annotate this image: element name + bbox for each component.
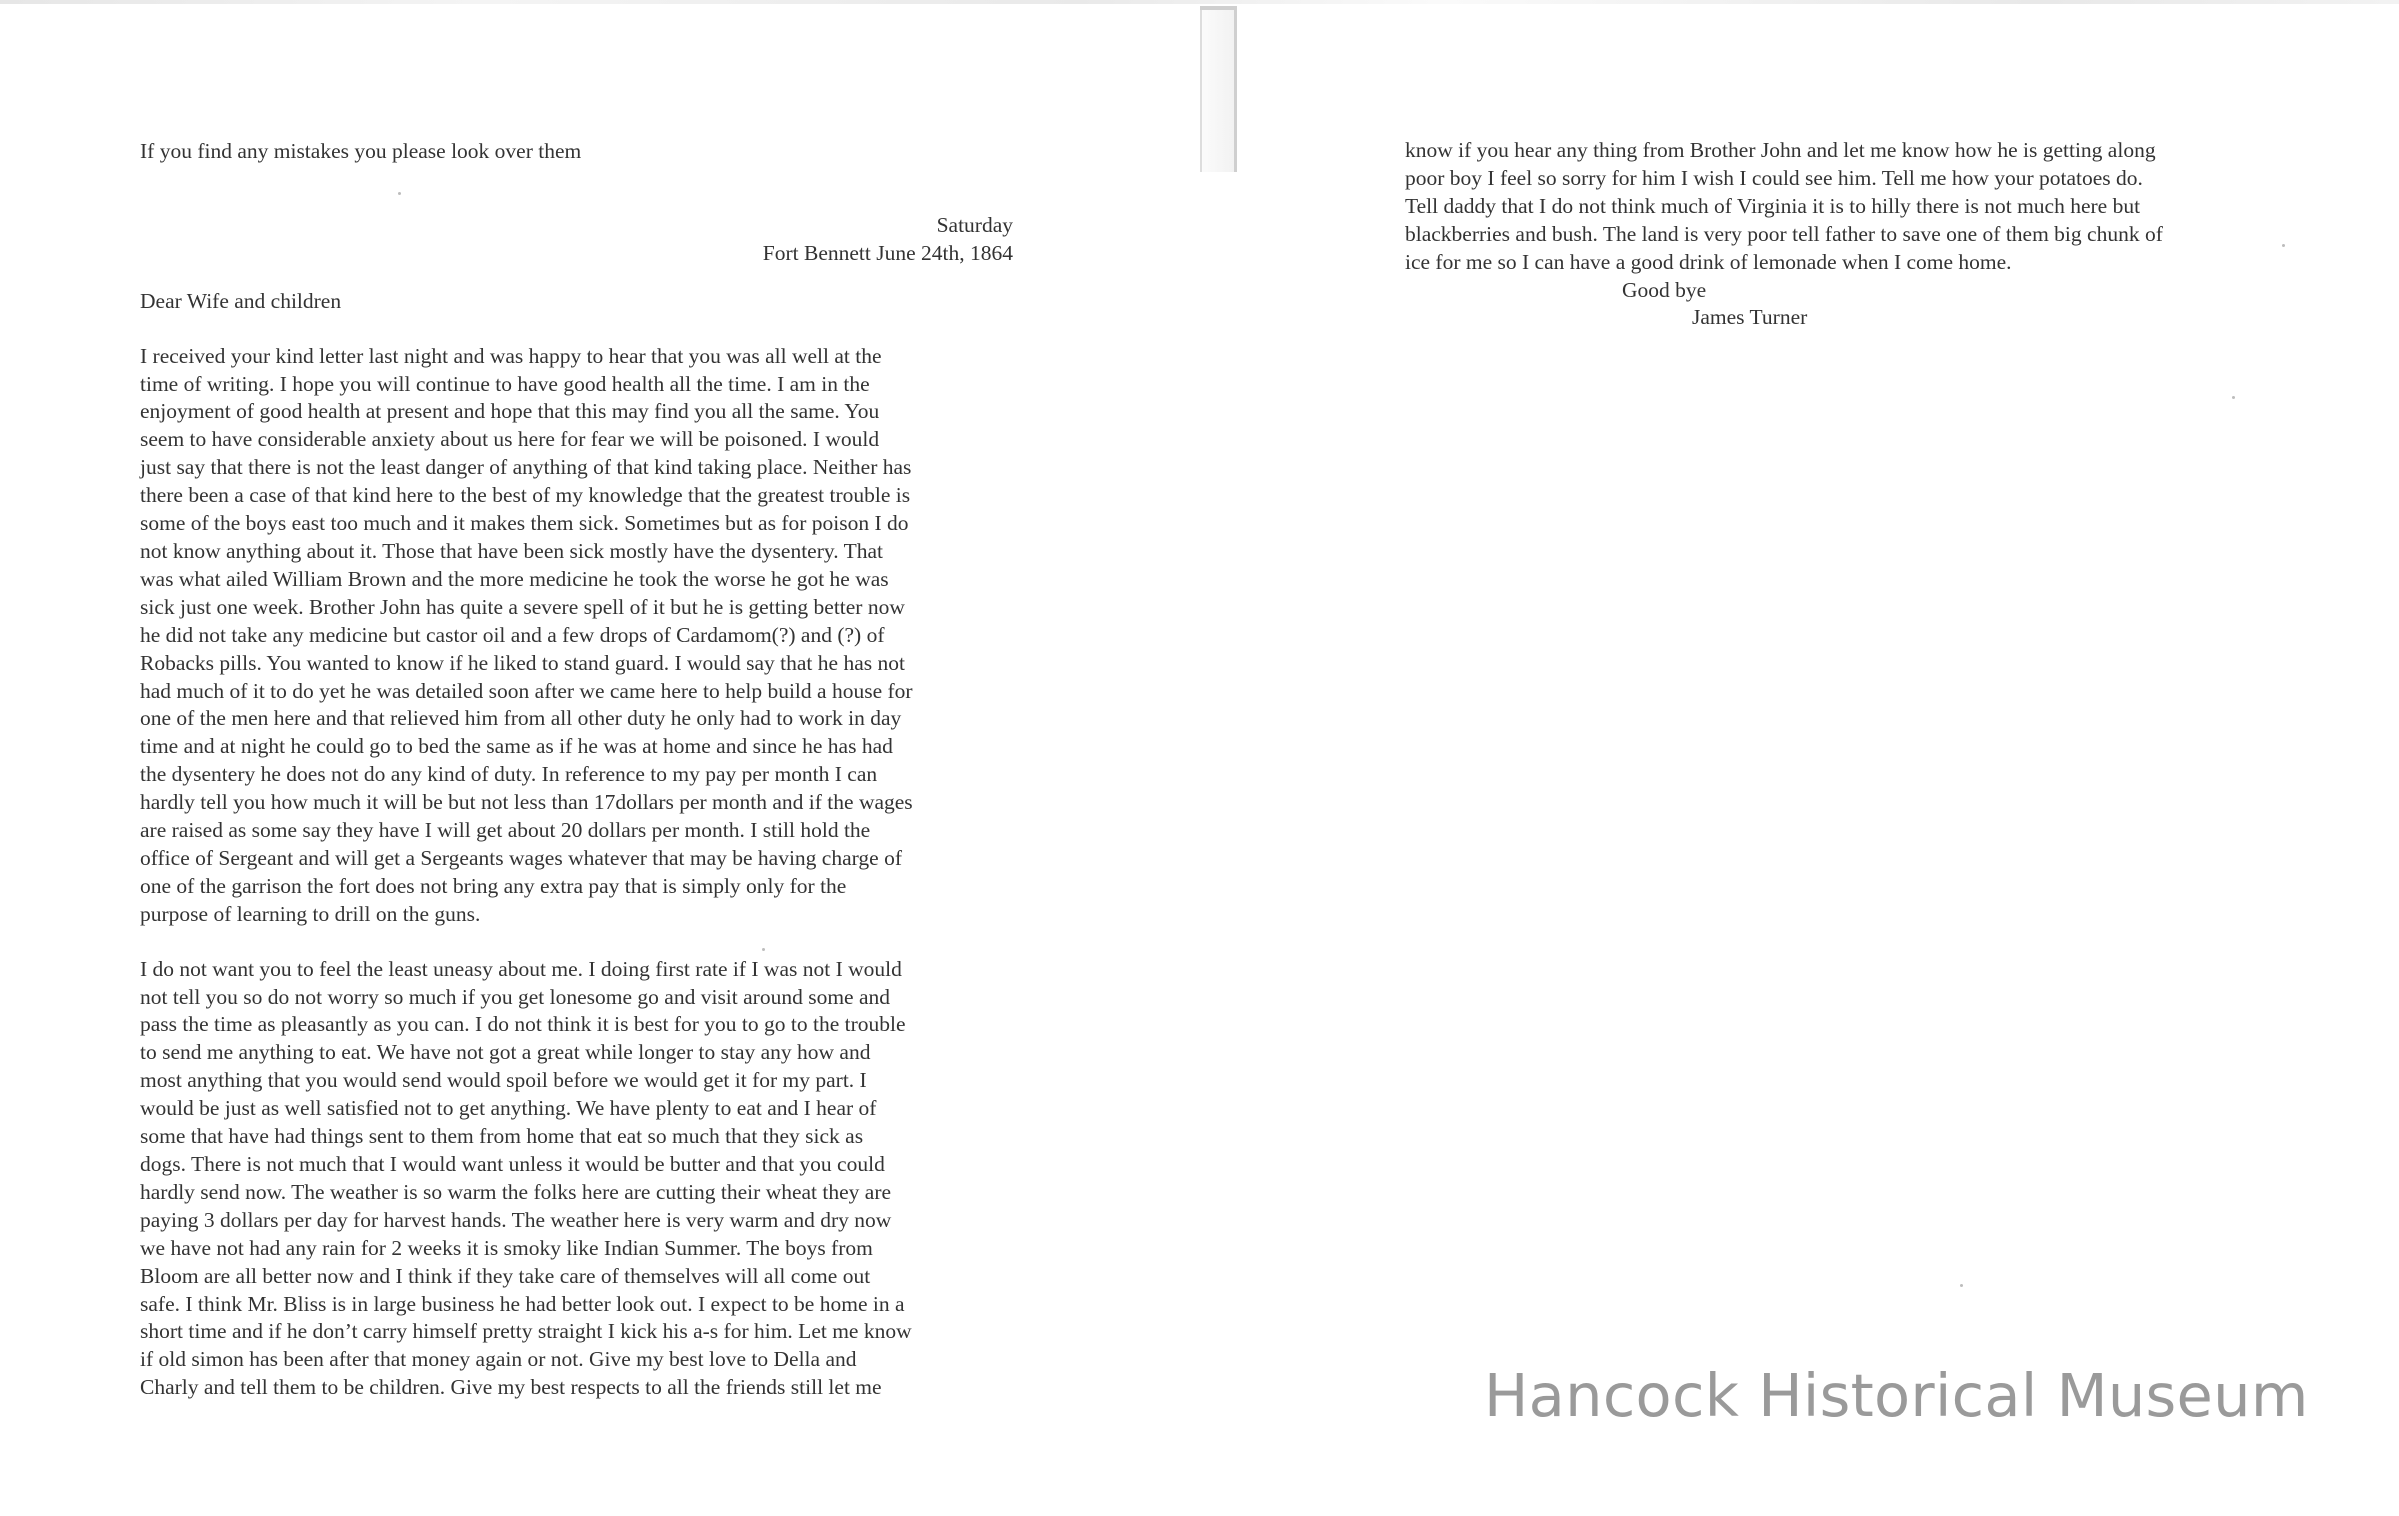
text-line: if old simon has been after that money again or not. Give my best love to Della and — [140, 1347, 857, 1372]
text-line: ice for me so I can have a good drink of lemonade when I come home. — [1405, 249, 2012, 274]
text-line: pass the time as pleasantly as you can. I do not think it is best for you to go to the trouble — [140, 1012, 906, 1037]
letter-paragraph-continued — [1405, 137, 2285, 277]
scan-speck — [2282, 244, 2285, 247]
letter-paragraph-2 — [140, 956, 1020, 1403]
text-line: office of Sergeant and will get a Sergeants wages whatever that may be having charge of — [140, 845, 902, 870]
text-line: dogs. There is not much that I would want unless it would be butter and that you could — [140, 1152, 885, 1176]
text-line: seem to have considerable anxiety about us here for fear we will be poisoned. I would — [140, 427, 880, 452]
signature: James Turner — [1692, 305, 1808, 330]
text-line: blackberries and bush. The land is very poor tell father to save one of them big chunk of — [1405, 221, 2163, 246]
dateline-day: Saturday — [936, 212, 1013, 237]
text-line: had much of it to do yet he was detailed soon after we came here to help build a house for — [140, 678, 913, 703]
closing: Good bye — [1622, 277, 1707, 302]
text-line: paying 3 dollars per day for harvest hands. The weather here is very warm and dry now — [140, 1207, 892, 1232]
text-line: safe. I think Mr. Bliss is in large business he had better look out. I expect to be home in a — [140, 1291, 905, 1316]
museum-watermark: Hancock Historical Museum — [1484, 1361, 2309, 1430]
page-fold-shadow — [1200, 6, 1237, 172]
text-line: we have not had any rain for 2 weeks it is smoky like Indian Summer. The boys from — [140, 1235, 873, 1260]
letter-paragraph-1 — [140, 343, 1020, 929]
text-line: was what ailed William Brown and the more medicine he took the worse he got he was — [140, 566, 889, 591]
text-line: short time and if he don’t carry himself pretty straight I kick his a-s for him. Let me know — [140, 1319, 912, 1344]
text-line: most anything that you would send would spoil before we would get it for my part. I — [140, 1068, 867, 1093]
text-line: there been a case of that kind here to the best of my knowledge that the greatest trouble is — [140, 483, 911, 508]
text-line: hardly send now. The weather is so warm the folks here are cutting their wheat they are — [140, 1179, 892, 1204]
text-line: are raised as some say they have I will get about 20 dollars per month. I still hold the — [140, 818, 871, 843]
scan-speck — [762, 948, 765, 951]
letter-page-right — [1405, 137, 2285, 332]
text-line: just say that there is not the least danger of anything of that kind taking place. Neither has — [140, 455, 912, 480]
text-line: to send me anything to eat. We have not got a great while longer to stay any how and — [140, 1040, 871, 1065]
text-line: time of writing. I hope you will continue to have good health all the time. I am in the — [140, 371, 870, 396]
scan-speck — [1960, 1284, 1963, 1287]
margin-note: If you find any mistakes you please look over them — [140, 139, 582, 163]
text-line: sick just one week. Brother John has quite a severe spell of it but he is getting better now — [140, 594, 905, 619]
text-line: Robacks pills. You wanted to know if he liked to stand guard. I would say that he has not — [140, 650, 905, 675]
text-line: time and at night he could go to bed the same as if he was at home and since he has had — [140, 734, 893, 759]
text-line: poor boy I feel so sorry for him I wish I could see him. Tell me how your potatoes do. — [1405, 165, 2143, 190]
text-line: I received your kind letter last night and was happy to hear that you was all well at the — [140, 343, 882, 368]
text-line: some that have had things sent to them from home that eat so much that they sick as — [140, 1124, 864, 1149]
scan-speck — [2232, 396, 2235, 399]
text-line: one of the men here and that relieved him from all other duty he only had to work in day — [140, 706, 902, 731]
text-line: not know anything about it. Those that have been sick mostly have the dysentery. That — [140, 538, 883, 563]
text-line: he did not take any medicine but castor oil and a few drops of Cardamom(?) and (?) of — [140, 622, 885, 647]
dateline-place-date: Fort Bennett June 24th, 1864 — [762, 240, 1013, 265]
letter-page-left — [140, 138, 1020, 1402]
text-line: one of the garrison the fort does not bring any extra pay that is simply only for the — [140, 873, 847, 898]
text-line: some of the boys east too much and it makes them sick. Sometimes but as for poison I do — [140, 511, 909, 536]
text-line: I do not want you to feel the least uneasy about me. I doing first rate if I was not I would — [140, 956, 902, 981]
text-line: the dysentery he does not do any kind of duty. In reference to my pay per month I can — [140, 762, 878, 787]
scan-edge — [0, 0, 2399, 4]
text-line: know if you hear any thing from Brother John and let me know how he is getting along — [1405, 138, 2156, 162]
scan-speck — [398, 192, 401, 195]
text-line: Bloom are all better now and I think if they take care of themselves will all come out — [140, 1263, 871, 1288]
text-line: Tell daddy that I do not think much of Virginia it is to hilly there is not much here but — [1405, 193, 2141, 218]
text-line: hardly tell you how much it will be but not less than 17dollars per month and if the wages — [140, 790, 913, 815]
text-line: would be just as well satisfied not to get anything. We have plenty to eat and I hear of — [140, 1096, 877, 1121]
salutation: Dear Wife and children — [140, 288, 342, 313]
text-line: Charly and tell them to be children. Give my best respects to all the friends still let me — [140, 1375, 882, 1400]
text-line: enjoyment of good health at present and hope that this may find you all the same. You — [140, 399, 880, 424]
text-line: not tell you so do not worry so much if you get lonesome go and visit around some and — [140, 984, 891, 1009]
dateline — [140, 212, 1020, 268]
text-line: purpose of learning to drill on the guns. — [140, 901, 481, 926]
page-fold-cap — [1200, 6, 1236, 10]
